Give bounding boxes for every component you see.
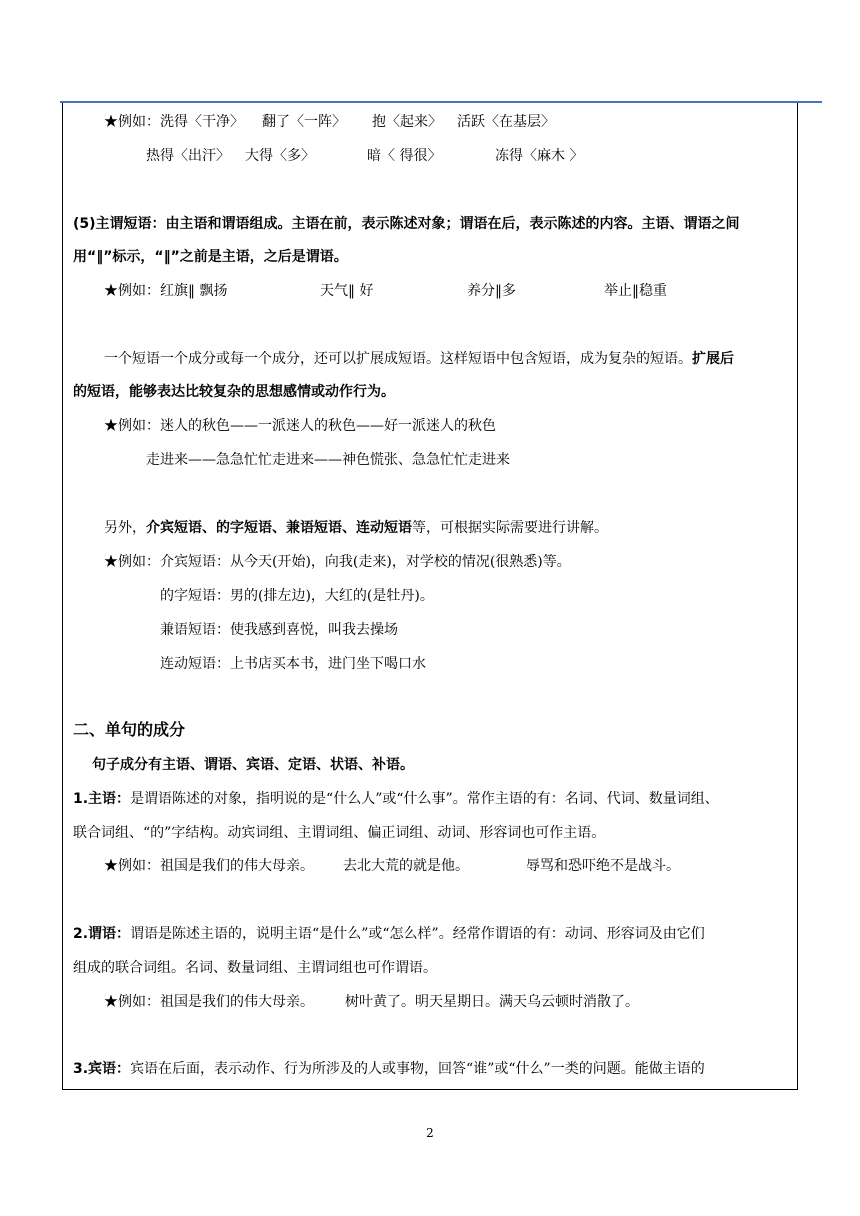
predicate-line-2: 组成的联合词组。名词、数量词组、主谓词组也可作谓语。 (73, 960, 437, 976)
subject-line-1 (73, 790, 719, 808)
example-item: 暗〈 得很〉 (367, 148, 442, 164)
part-2-heading: 二、单句的成分 (73, 720, 186, 739)
object-title: 3.宾语： (73, 1061, 131, 1077)
other-post: 等，可根据实际需要进行讲解。 (412, 520, 608, 536)
example-item: 连动短语：上书店买本书，进门坐下喝口水 (160, 656, 426, 672)
example-item: 活跃〈在基层〉 (457, 114, 555, 130)
page-number: 2 (426, 1126, 434, 1140)
section-5-line-1 (73, 215, 740, 233)
example-item: 天气‖ 好 (320, 283, 374, 299)
example-item: 树叶黄了。明天星期日。满天乌云顿时消散了。 (345, 994, 639, 1010)
section-5-title: (5)主谓短语： (73, 216, 166, 232)
other-line (104, 519, 608, 537)
example-item: 辱骂和恐吓绝不是战斗。 (526, 858, 680, 874)
example-item: 祖国是我们的伟大母亲。 (160, 994, 314, 1010)
subject-title: 1.主语： (73, 791, 131, 807)
other-pre: 另外， (104, 520, 146, 536)
other-bold: 介宾短语、的字短语、兼语短语、连动短语 (146, 520, 412, 536)
section-5-text: 由主语和谓语组成。主语在前，表示陈述对象；谓语在后，表示陈述的内容。主语、谓语之间 (165, 216, 740, 232)
expand-example-1: ★例如：迷人的秋色——一派迷人的秋色——好一派迷人的秋色 (104, 418, 496, 434)
example-item: 热得〈出汗〉 (146, 148, 230, 164)
predicate-text: 谓语是陈述主语的，说明主语“是什么”或“怎么样”。经常作谓语的有：动词、形容词及由它们 (130, 926, 705, 942)
subject-line-2: 联合词组、“的”字结构。动宾词组、主谓词组、偏正词组、动词、形容词也可作主语。 (73, 825, 606, 841)
example-label: ★例如： (104, 554, 160, 570)
predicate-line-1 (73, 925, 705, 943)
expand-line-1 (104, 350, 734, 368)
expand-text: 一个短语一个成分或每一个成分，还可以扩展成短语。这样短语中包含短语，成为复杂的短语。 (104, 351, 692, 367)
example-item: 去北大荒的就是他。 (343, 858, 469, 874)
example-item: 的字短语：男的(排左边)，大红的(是牡丹)。 (160, 588, 434, 604)
example-item: 洗得〈干净〉 (160, 114, 244, 130)
section-5-line-2: 用“‖”标示，“‖”之前是主语，之后是谓语。 (73, 249, 348, 265)
example-item: 红旗‖ 飘扬 (160, 283, 228, 299)
example-item: 抱〈起来〉 (372, 114, 442, 130)
example-item: 大得〈多〉 (245, 148, 315, 164)
example-item: 翻了〈一阵〉 (262, 114, 346, 130)
expand-example-2: 走进来——急急忙忙走进来——神色慌张、急急忙忙走进来 (146, 452, 510, 468)
example-item: 冻得〈麻木 〉 (495, 148, 584, 164)
part-2-intro: 句子成分有主语、谓语、宾语、定语、状语、补语。 (92, 757, 414, 773)
example-item: 养分‖多 (467, 283, 516, 299)
subject-text: 是谓语陈述的对象，指明说的是“什么人”或“什么事”。常作主语的有：名词、代词、数量词组、 (130, 791, 719, 807)
predicate-title: 2.谓语： (73, 926, 131, 942)
example-label: ★例如： (104, 283, 160, 299)
expand-line-2: 的短语，能够表达比较复杂的思想感情或动作行为。 (73, 384, 395, 400)
example-label: ★例如： (104, 858, 160, 874)
object-line-1 (73, 1060, 705, 1078)
object-text: 宾语在后面，表示动作、行为所涉及的人或事物，回答“谁”或“什么”一类的问题。能做主语的 (130, 1061, 705, 1077)
example-label: ★例如： (104, 994, 160, 1010)
expand-bold: 扩展后 (692, 351, 734, 367)
example-item: 祖国是我们的伟大母亲。 (160, 858, 314, 874)
example-item: 举止‖稳重 (604, 283, 667, 299)
example-item: 介宾短语：从今天(开始)，向我(走来)，对学校的情况(很熟悉)等。 (160, 554, 571, 570)
example-label: ★例如： (104, 114, 160, 130)
example-item: 兼语短语：使我感到喜悦，叫我去操场 (160, 622, 398, 638)
